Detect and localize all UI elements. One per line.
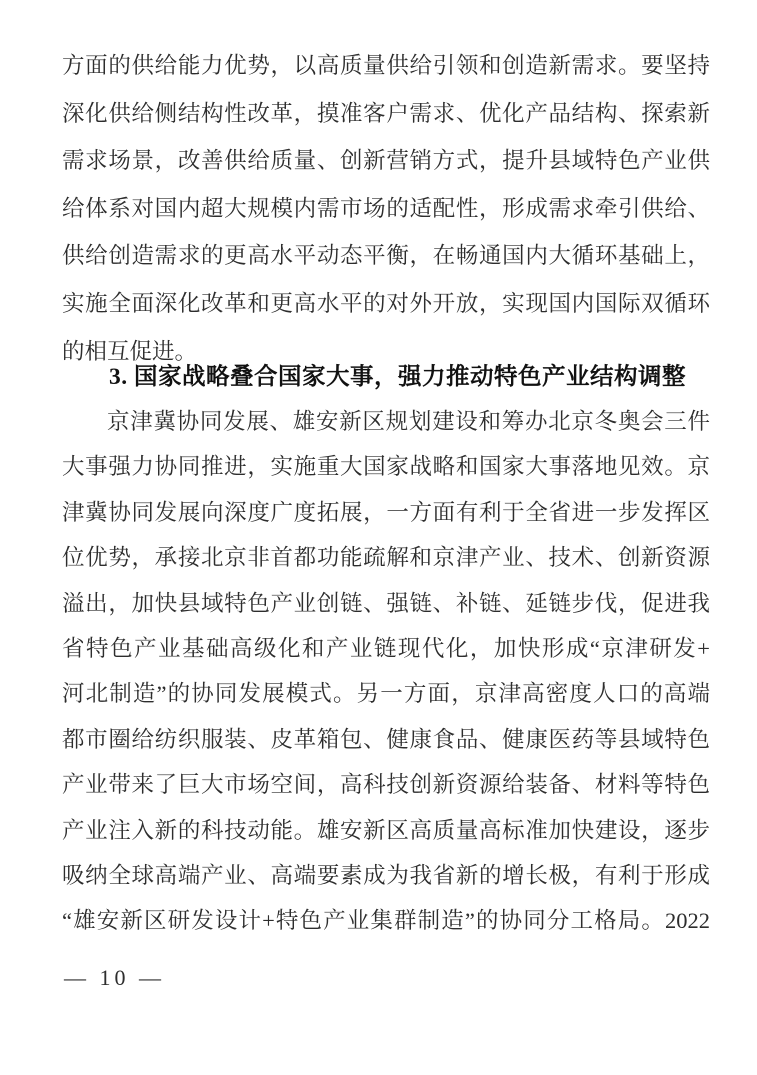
text-line: 津冀协同发展向深度广度拓展，一方面有利于全省进一步发挥区 xyxy=(62,499,710,525)
text-line: 方面的供给能力优势，以高质量供给引领和创造新需求。要坚持 xyxy=(62,53,710,78)
paragraph-1 xyxy=(62,42,710,375)
text-line: “雄安新区研发设计+特色产业集群制造”的协同分工格局。2022 xyxy=(62,908,710,934)
text-line: 深化供给侧结构性改革，摸准客户需求、优化产品结构、探索新 xyxy=(62,100,710,126)
text-line: 产业注入新的科技动能。雄安新区高质量高标准加快建设，逐步 xyxy=(62,817,710,843)
page-number: — 10 — xyxy=(64,965,165,990)
text-line: 吸纳全球高端产业、高端要素成为我省新的增长极，有利于形成 xyxy=(62,863,710,889)
text-line: 产业带来了巨大市场空间，高科技创新资源给装备、材料等特色 xyxy=(62,772,710,798)
text-line: 大事强力协同推进，实施重大国家战略和国家大事落地见效。京 xyxy=(62,454,710,480)
text-line: 京津冀协同发展、雄安新区规划建设和筹办北京冬奥会三件 xyxy=(107,409,710,434)
text-line: 位优势，承接北京非首都功能疏解和京津产业、技术、创新资源 xyxy=(62,545,710,571)
text-line: 给体系对国内超大规模内需市场的适配性，形成需求牵引供给、 xyxy=(62,195,710,221)
text-line: 供给创造需求的更高水平动态平衡，在畅通国内大循环基础上， xyxy=(62,243,710,269)
text-line: 都市圈给纺织服装、皮革箱包、健康食品、健康医药等县域特色 xyxy=(62,726,710,752)
section-heading: 3. 国家战略叠合国家大事，强力推动特色产业结构调整 xyxy=(109,364,686,390)
text-line: 溢出，加快县域特色产业创链、强链、补链、延链步伐，促进我 xyxy=(62,590,710,616)
text-line: 省特色产业基础高级化和产业链现代化，加快形成“京津研发+ xyxy=(62,636,710,662)
text-line: 需求场景，改善供给质量、创新营销方式，提升县域特色产业供 xyxy=(62,148,710,174)
paragraph-2 xyxy=(62,399,710,944)
text-line: 的相互促进。 xyxy=(62,338,198,364)
text-line: 河北制造”的协同发展模式。另一方面，京津高密度人口的高端 xyxy=(62,681,710,707)
text-line: 实施全面深化改革和更高水平的对外开放，实现国内国际双循环 xyxy=(62,290,710,316)
